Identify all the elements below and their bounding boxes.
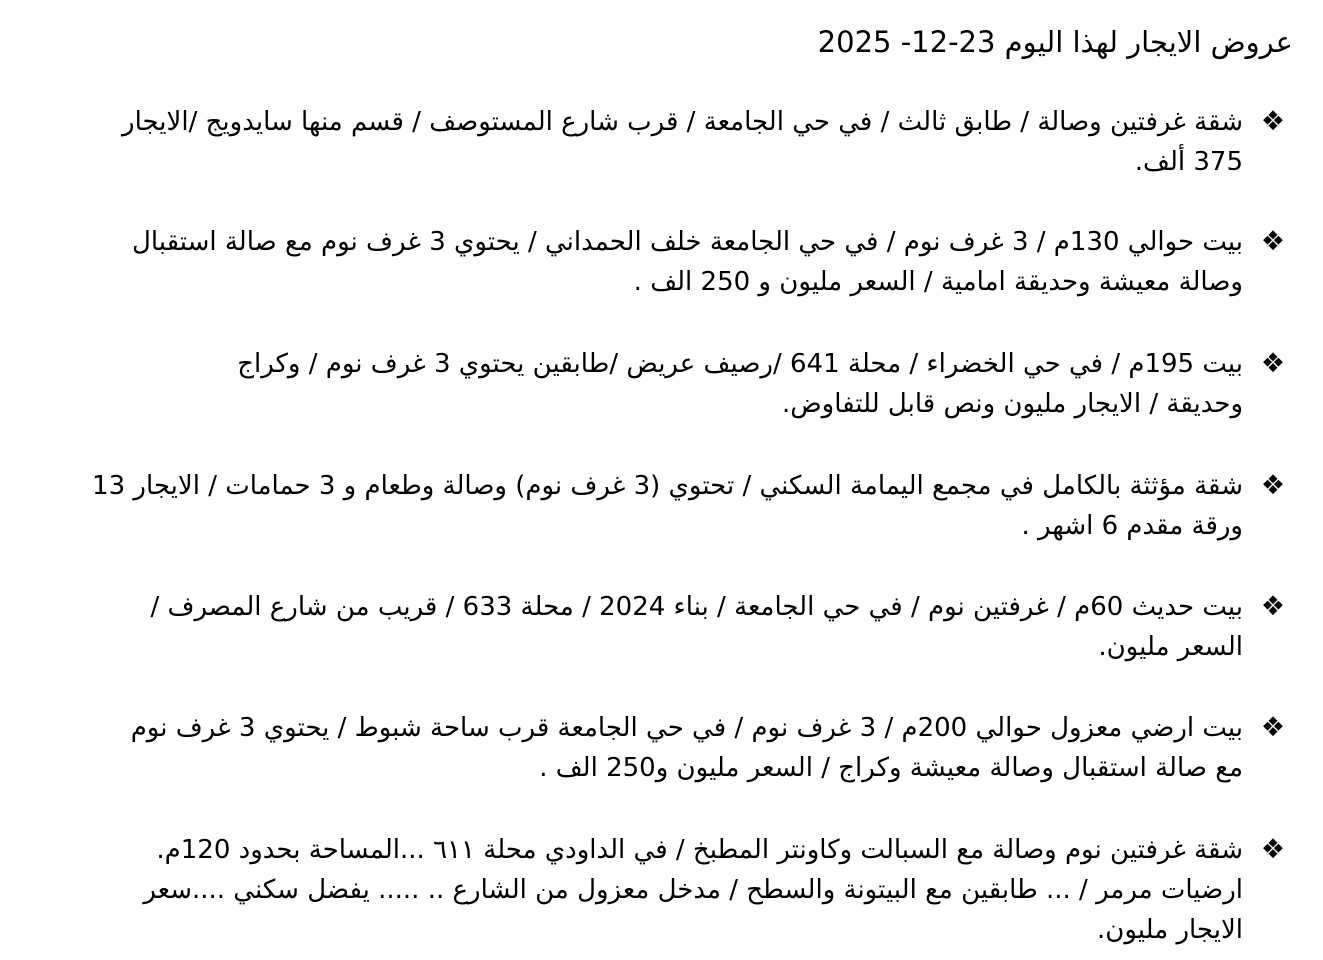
listing-line: بيت ارضي معزول حوالي 200م / 3 غرف نوم / في حي الجامعة قرب ساحة شبوط / يحتوي 3 غرف نوم — [130, 713, 1243, 743]
listing-line: بيت حديث 60م / غرفتين نوم / في حي الجامعة / بناء 2024 / محلة 633 / قريب من شارع المصرف / — [150, 592, 1243, 622]
listing-line: بيت 195م / في حي الخضراء / محلة 641 /رصيف عريض /طابقين يحتوي 3 غرف نوم / وكراج — [237, 349, 1243, 379]
listing-item — [43, 102, 1293, 182]
document-title: عروض الايجار لهذا اليوم 23-12- 2025 — [817, 25, 1293, 59]
listing-text — [43, 344, 1243, 424]
listing-line: ورقة مقدم 6 اشهر . — [1021, 511, 1243, 541]
listing-line: شقة مؤثثة بالكامل في مجمع اليمامة السكني / تحتوي (3 غرف نوم) وصالة وطعام و 3 حمامات / الايجار 13 — [92, 471, 1243, 501]
four-diamond-bullet-icon: ❖ — [1260, 106, 1286, 137]
four-diamond-bullet-icon: ❖ — [1260, 226, 1286, 257]
listing-text — [43, 222, 1243, 302]
listing-item — [43, 830, 1293, 950]
listing-line: الايجار مليون. — [1097, 915, 1243, 945]
listing-line: وحديقة / الايجار مليون ونص قابل للتفاوض. — [781, 389, 1243, 419]
four-diamond-bullet-icon: ❖ — [1260, 348, 1286, 379]
listing-text — [43, 466, 1243, 546]
listing-line: السعر مليون. — [1098, 632, 1243, 662]
listing-line: شقة غرفتين وصالة / طابق ثالث / في حي الجامعة / قرب شارع المستوصف / قسم منها سايدويج /الايجار — [122, 107, 1243, 137]
listing-text — [43, 830, 1243, 950]
four-diamond-bullet-icon: ❖ — [1260, 591, 1286, 622]
listing-line: شقة غرفتين نوم وصالة مع السبالت وكاونتر المطبخ / في الداودي محلة ٦١١ ...المساحة بحدود 120م. — [156, 835, 1243, 865]
four-diamond-bullet-icon: ❖ — [1260, 834, 1286, 865]
listing-line: 375 ألف. — [1134, 147, 1243, 177]
listing-text — [43, 587, 1243, 667]
listing-line: وصالة معيشة وحديقة امامية / السعر مليون و 250 الف . — [633, 267, 1243, 297]
listing-line: بيت حوالي 130م / 3 غرف نوم / في حي الجامعة خلف الحمداني / يحتوي 3 غرف نوم مع صالة استقبال — [131, 227, 1243, 257]
listing-item — [43, 222, 1293, 302]
four-diamond-bullet-icon: ❖ — [1260, 712, 1286, 743]
listing-line: ارضيات مرمر / ... طابقين مع البيتونة والسطح / مدخل معزول من الشارع .. ..... يفضل سكني ....سعر — [143, 875, 1243, 905]
listing-item — [43, 587, 1293, 667]
listing-item — [43, 708, 1293, 788]
four-diamond-bullet-icon: ❖ — [1260, 470, 1286, 501]
listing-text — [43, 102, 1243, 182]
listing-line: مع صالة استقبال وصالة معيشة وكراج / السعر مليون و250 الف . — [539, 753, 1243, 783]
listing-item — [43, 466, 1293, 546]
listing-text — [43, 708, 1243, 788]
listing-item — [43, 344, 1293, 424]
